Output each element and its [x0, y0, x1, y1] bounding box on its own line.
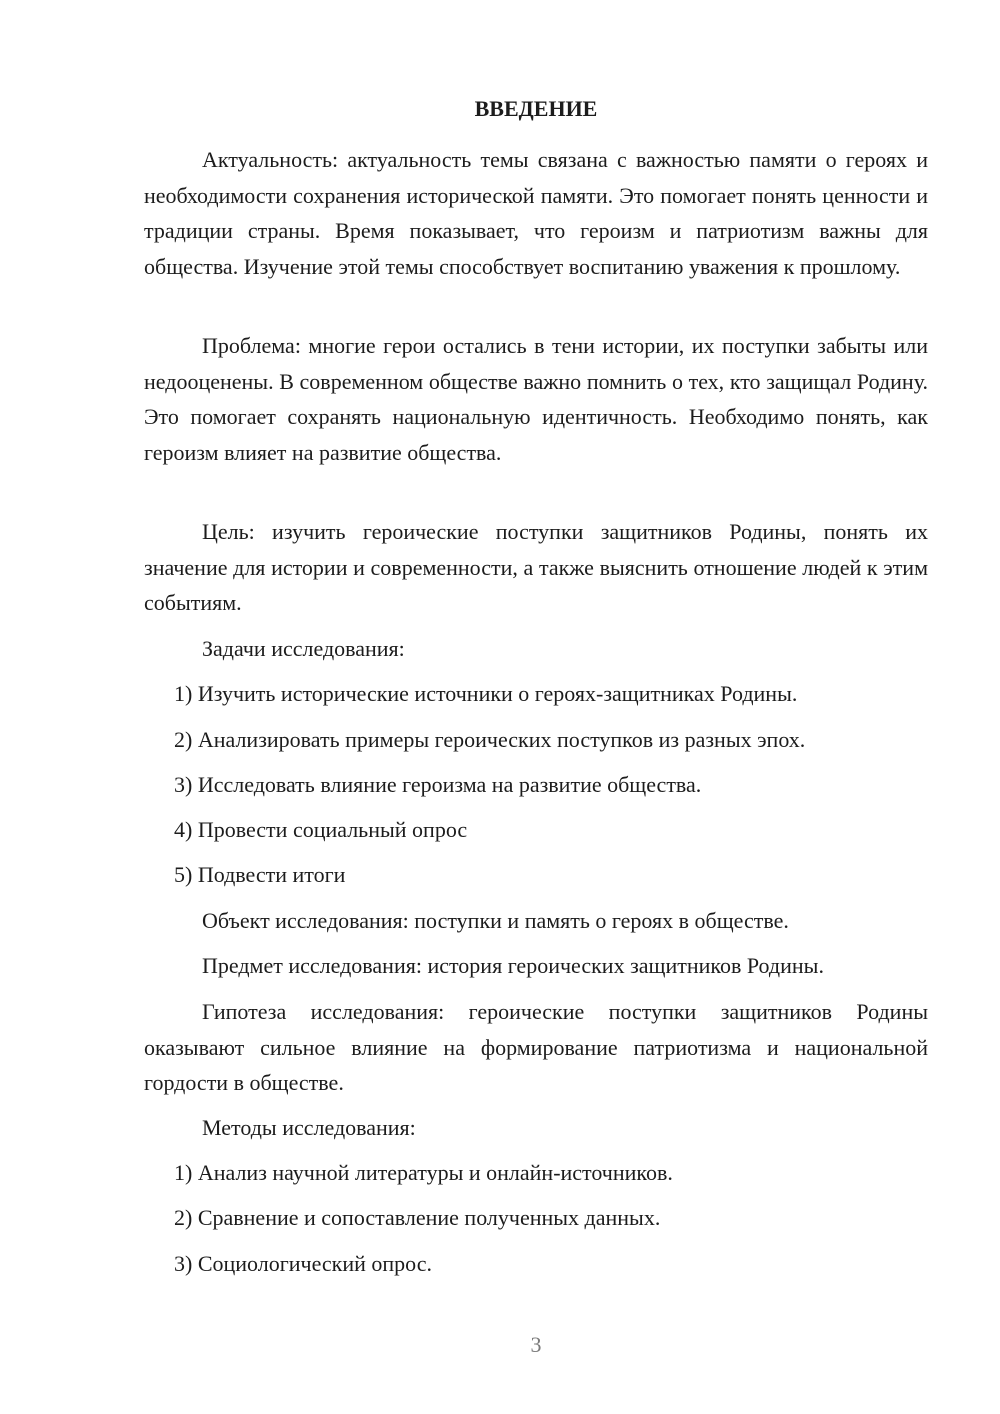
- task-item: 1) Изучить исторические источники о героях-защитниках Родины.: [174, 681, 798, 706]
- method-item: 1) Анализ научной литературы и онлайн-источников.: [174, 1160, 673, 1185]
- page-title: ВВЕДЕНИЕ: [474, 96, 598, 121]
- relevance-paragraph: Актуальность: актуальность темы связана с важностью памяти о героях и необходимости сохранения исторической памяти. Это помогает понять ценности и традиции страны. Время показывает, что героизм и патриотизм важны для общества. Изучение этой темы способствует воспитанию уважения к прошлому.: [144, 147, 928, 279]
- task-item: 4) Провести социальный опрос: [174, 817, 468, 842]
- hypothesis-paragraph: [144, 994, 928, 1101]
- problem-paragraph: Проблема: многие герои остались в тени истории, их поступки забыты или недооценены. В современном обществе важно помнить о тех, кто защищал Родину. Это помогает сохранять национальную идентичность. Необходимо понять, как героизм влияет на развитие общества.: [144, 333, 928, 465]
- task-item: 3) Исследовать влияние героизма на развитие общества.: [174, 772, 702, 797]
- hypothesis-text: Гипотеза исследования: героические поступки защитников Родины оказывают сильное влияние на формирование патриотизма и национальной гордости в обществе.: [144, 999, 928, 1095]
- methods-heading: Методы исследования:: [202, 1115, 416, 1140]
- goal-paragraph: Цель: изучить героические поступки защитников Родины, понять их значение для истории и современности, а также выяснить отношение людей к этим событиям.: [144, 519, 928, 615]
- method-item: 2) Сравнение и сопоставление полученных данных.: [174, 1205, 661, 1230]
- object-line: Объект исследования: поступки и память о героях в обществе.: [202, 908, 789, 933]
- page-number: 3: [530, 1332, 542, 1357]
- task-item: 2) Анализировать примеры героических поступков из разных эпох.: [174, 727, 806, 752]
- task-item: 5) Подвести итоги: [174, 862, 346, 887]
- tasks-heading: Задачи исследования:: [202, 636, 405, 661]
- subject-line: Предмет исследования: история героических защитников Родины.: [202, 953, 824, 978]
- method-item: 3) Социологический опрос.: [174, 1251, 432, 1276]
